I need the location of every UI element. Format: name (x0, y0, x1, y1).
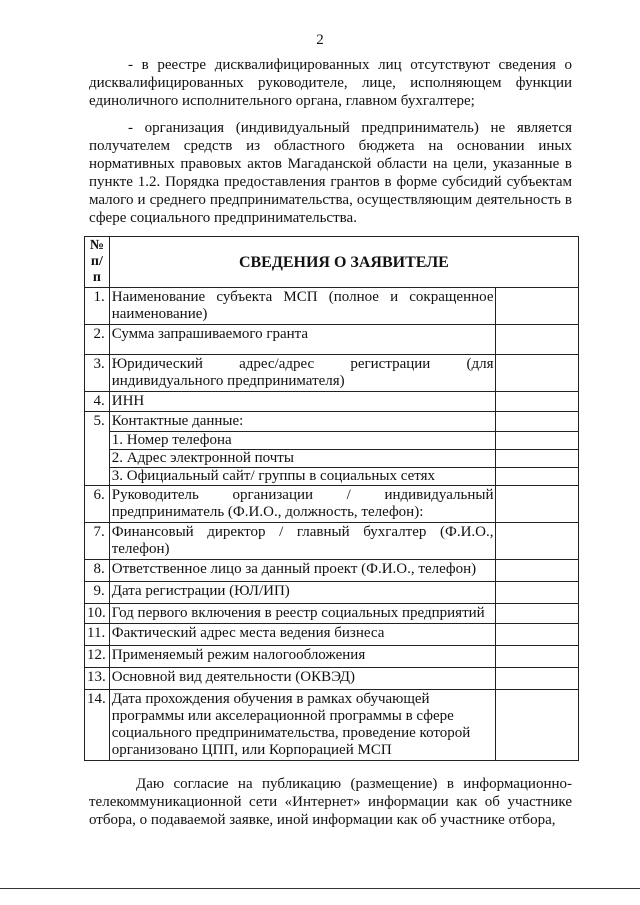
header-title-cell: СВЕДЕНИЯ О ЗАЯВИТЕЛЕ (109, 237, 578, 288)
row-value-cell[interactable] (496, 560, 579, 582)
contact-subrow (85, 468, 579, 486)
row-number: 5. (85, 412, 110, 486)
table-row (85, 523, 579, 560)
row-number: 7. (85, 523, 110, 560)
row-label: Фактический адрес места ведения бизнеса (109, 624, 496, 646)
row-label: Дата регистрации (ЮЛ/ИП) (109, 582, 496, 604)
table-row (85, 412, 579, 432)
table-row (85, 325, 579, 355)
contact-phone-value-cell[interactable] (496, 432, 579, 450)
row-label: Руководитель организации / индивидуальный предприниматель (Ф.И.О., должность, телефон): (109, 486, 496, 523)
row-number: 13. (85, 668, 110, 690)
row-value-cell[interactable] (496, 604, 579, 624)
row-value-cell[interactable] (496, 355, 579, 392)
row-label: Применяемый режим налогообложения (109, 646, 496, 668)
contact-phone-label: 1. Номер телефона (109, 432, 496, 450)
row-label: Сумма запрашиваемого гранта (109, 325, 496, 355)
table-row (85, 288, 579, 325)
table-row (85, 668, 579, 690)
row-label: ИНН (109, 392, 496, 412)
applicant-info-table (84, 236, 579, 761)
row-number: 10. (85, 604, 110, 624)
table-header-row (85, 237, 579, 288)
page-number: 2 (316, 32, 324, 48)
row-label: Дата прохождения обучения в рамках обучающей программы или акселерационной программы в сфере социального предпринимательства, проведение которой организовано ЦПП, или Корпорацией МСП (109, 690, 496, 761)
contact-subrow (85, 432, 579, 450)
contact-email-value-cell[interactable] (496, 450, 579, 468)
row-label: Контактные данные: (109, 412, 496, 432)
row-number: 11. (85, 624, 110, 646)
row-label: Основной вид деятельности (ОКВЭД) (109, 668, 496, 690)
row-number: 4. (85, 392, 110, 412)
table-row (85, 560, 579, 582)
row-number: 14. (85, 690, 110, 761)
row-number: 12. (85, 646, 110, 668)
contact-website-value-cell[interactable] (496, 468, 579, 486)
row-number: 2. (85, 325, 110, 355)
row-value-cell[interactable] (496, 392, 579, 412)
row-label: Финансовый директор / главный бухгалтер (Ф.И.О., телефон) (109, 523, 496, 560)
header-number-cell: № п/п (85, 237, 110, 288)
row-label: Ответственное лицо за данный проект (Ф.И.О., телефон) (109, 560, 496, 582)
row-number: 3. (85, 355, 110, 392)
row-number: 9. (85, 582, 110, 604)
row-number: 6. (85, 486, 110, 523)
row-value-cell[interactable] (496, 325, 579, 355)
row-value-cell[interactable] (496, 582, 579, 604)
row-value-cell[interactable] (496, 668, 579, 690)
contact-website-label: 3. Официальный сайт/ группы в социальных сетях (109, 468, 496, 486)
row-label: Наименование субъекта МСП (полное и сокращенное наименование) (109, 288, 496, 325)
table-row (85, 486, 579, 523)
table-row (85, 355, 579, 392)
paragraph-disqualified-registry: - в реестре дисквалифицированных лиц отсутствуют сведения о дисквалифицированных руководителе, лице, исполняющем функции единоличного исполнительного органа, главном бухгалтере; (89, 57, 572, 109)
row-value-cell[interactable] (496, 288, 579, 325)
row-value-cell[interactable] (496, 690, 579, 761)
row-value-cell[interactable] (496, 523, 579, 560)
paragraph-consent: Даю согласие на публикацию (размещение) в информационно-телекоммуникационной сети «Интернет» информации как об участнике отбора, о подаваемой заявке, иной информации как об участнике отбора, (89, 776, 572, 828)
table-row (85, 690, 579, 761)
row-value-cell[interactable] (496, 486, 579, 523)
row-value-cell[interactable] (496, 646, 579, 668)
row-value-cell[interactable] (496, 412, 579, 432)
row-value-cell[interactable] (496, 624, 579, 646)
row-number: 8. (85, 560, 110, 582)
paragraph-budget-funds: - организация (индивидуальный предприниматель) не является получателем средств из областного бюджета на основании иных нормативных правовых актов Магаданской области на цели, указанные в пункте 1.2. Порядка предоставления грантов в форме субсидий субъектам малого и среднего предпринимательства, осуществляющим деятельность в сфере социального предпринимательства. (89, 120, 572, 226)
table-row (85, 646, 579, 668)
contact-email-label: 2. Адрес электронной почты (109, 450, 496, 468)
page-bottom-rule (0, 888, 640, 889)
row-number: 1. (85, 288, 110, 325)
row-label: Юридический адрес/адрес регистрации (для индивидуального предпринимателя) (109, 355, 496, 392)
table-row (85, 392, 579, 412)
table-row (85, 604, 579, 624)
row-label: Год первого включения в реестр социальных предприятий (109, 604, 496, 624)
table-row (85, 624, 579, 646)
table-row (85, 582, 579, 604)
contact-subrow (85, 450, 579, 468)
